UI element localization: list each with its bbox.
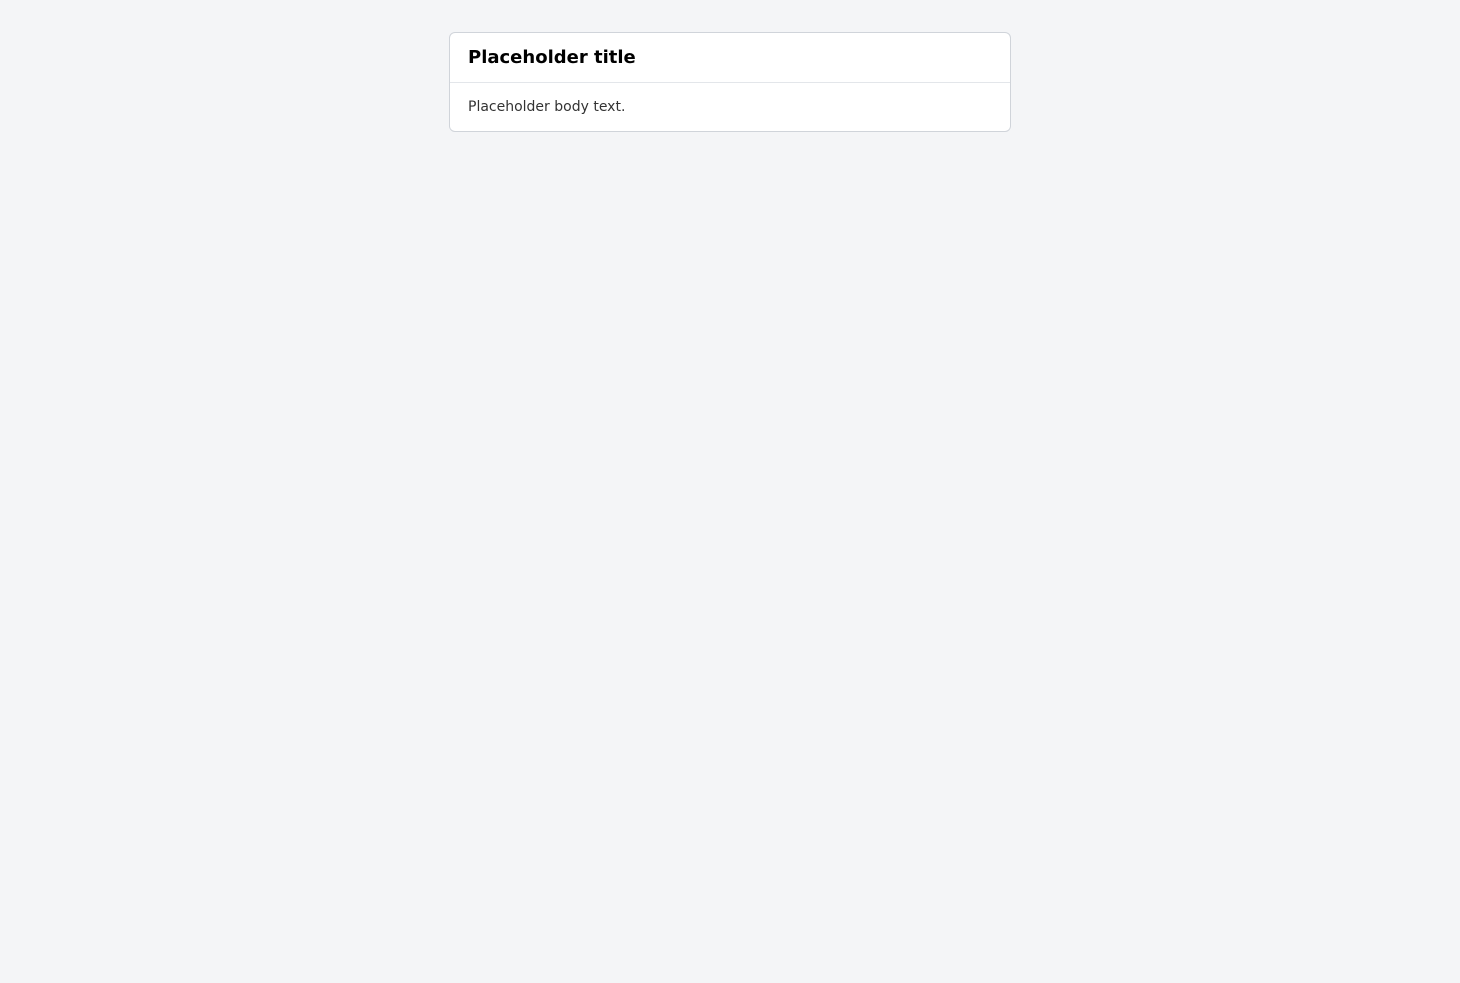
card (449, 32, 1011, 132)
card-title: Placeholder title (450, 33, 1010, 83)
card-body: Placeholder body text. (468, 99, 626, 115)
